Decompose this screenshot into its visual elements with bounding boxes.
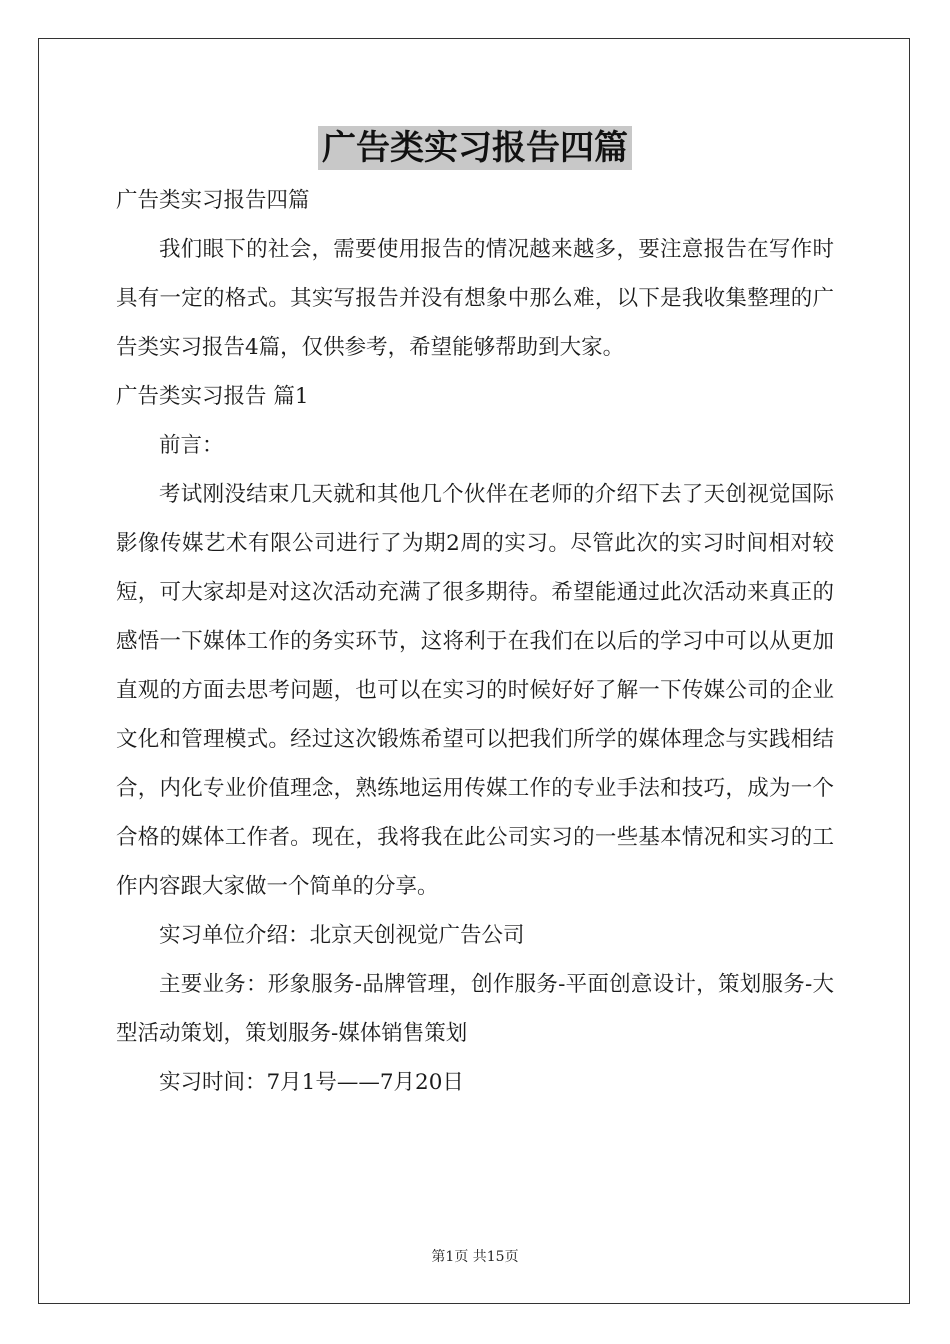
intro-paragraph: 我们眼下的社会，需要使用报告的情况越来越多，要注意报告在写作时具有一定的格式。其实写报告并没有想象中那么难，以下是我收集整理的广告类实习报告4篇，仅供参考，希望能够帮助到大家。 xyxy=(116,237,834,360)
document-title: 广告类实习报告四篇 xyxy=(318,126,632,170)
document-title-wrap xyxy=(0,126,950,170)
document-body xyxy=(116,176,834,1107)
page-footer: 第1页 共15页 xyxy=(431,1249,519,1265)
section-heading: 广告类实习报告 篇1 xyxy=(116,384,309,409)
body-paragraph: 考试刚没结束几天就和其他几个伙伴在老师的介绍下去了天创视觉国际影像传媒艺术有限公司进行了为期2周的实习。尽管此次的实习时间相对较短，可大家却是对这次活动充满了很多期待。希望能通过此次活动来真正的感悟一下媒体工作的务实环节，这将利于在我们在以后的学习中可以从更加直观的方面去思考问题，也可以在实习的时候好好了解一下传媒公司的企业文化和管理模式。经过这次锻炼希望可以把我们所学的媒体理念与实践相结合，内化专业价值理念，熟练地运用传媒工作的专业手法和技巧，成为一个合格的媒体工作者。现在，我将我在此公司实习的一些基本情况和实习的工作内容跟大家做一个简单的分享。 xyxy=(116,482,834,899)
subtitle-line: 广告类实习报告四篇 xyxy=(116,188,310,213)
company-intro: 实习单位介绍：北京天创视觉广告公司 xyxy=(159,923,525,948)
internship-time: 实习时间：7月1号——7月20日 xyxy=(159,1070,464,1095)
main-business: 主要业务：形象服务-品牌管理，创作服务-平面创意设计，策划服务-大型活动策划，策划服务-媒体销售策划 xyxy=(116,972,834,1046)
preface-label: 前言： xyxy=(159,433,224,458)
